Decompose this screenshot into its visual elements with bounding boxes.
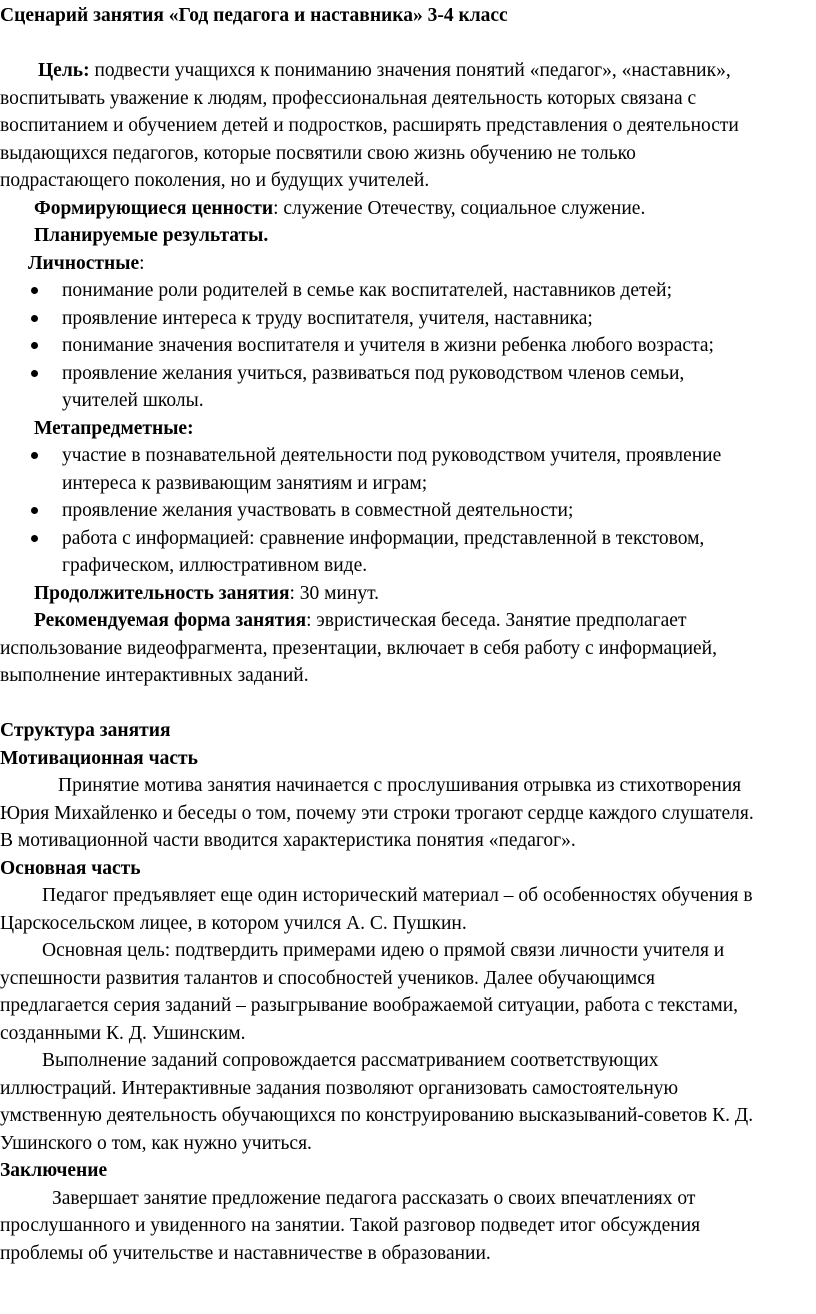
spacer [0, 690, 816, 718]
goal-text-line: подвести учащихся к пониманию значения понятий «педагог», «наставник», [89, 60, 731, 81]
list-item: проявление желания учиться, развиваться под руководством членов семьи, учителей школы. [0, 360, 816, 415]
meta-list [0, 442, 816, 580]
goal-text-line: воспитанием и обучением детей и подростков, расширять представления о деятельности [0, 115, 739, 136]
duration-text: : 30 минут. [289, 582, 380, 604]
form-text: : эвристическая беседа. Занятие предполагает [306, 610, 687, 631]
values-label: Формирующиеся ценности [34, 197, 274, 219]
duration-line [0, 580, 816, 608]
values-text: : служение Отечеству, социальное служение. [273, 197, 646, 219]
form-text-line: использование видеофрагмента, презентации, включает в себя работу с информацией, [0, 637, 717, 659]
results-heading: Планируемые результаты. [34, 225, 269, 246]
motivation-heading: Мотивационная часть [0, 747, 198, 769]
spacer [0, 30, 816, 58]
list-item: работа с информацией: сравнение информации, представленной в текстовом, графическом, иллюстративном виде. [0, 525, 816, 580]
goal-text-line: подрастающего поколения, но и будущих учителей. [0, 170, 430, 191]
goal-label: Цель: [38, 60, 90, 81]
list-item: проявление интереса к труду воспитателя, учителя, наставника; [0, 305, 816, 333]
document-title: Сценарий занятия «Год педагога и наставника» 3-4 класс [0, 5, 508, 26]
conclusion-heading: Заключение [0, 1160, 108, 1181]
list-item: понимание значения воспитателя и учителя в жизни ребенка любого возраста; [0, 332, 816, 360]
form-paragraph [0, 607, 816, 690]
goal-paragraph [0, 57, 816, 195]
structure-heading: Структура занятия [0, 720, 171, 741]
main-paragraph-3: Выполнение заданий сопровождается рассматриванием соответствующих иллюстраций. Интерактивные задания позволяют организовать самостоятельную умственную деятельность обучающихся по конструированию высказываний-советов К. Д. Ушинского о том, как нужно учиться. [0, 1050, 754, 1154]
list-item: участие в познавательной деятельности под руководством учителя, проявление интереса к развивающим занятиям и играм; [0, 442, 816, 497]
values-line [0, 195, 816, 223]
form-text-line: выполнение интерактивных заданий. [0, 665, 309, 686]
duration-label: Продолжительность занятия [34, 582, 290, 604]
goal-text-line: выдающихся педагогов, которые посвятили свою жизнь обучению не только [0, 142, 636, 164]
form-label: Рекомендуемая форма занятия [34, 610, 307, 631]
list-item: проявление желания участвовать в совместной деятельности; [0, 497, 816, 525]
main-paragraph-2: Основная цель: подтвердить примерами идею о прямой связи личности учителя и успешности развития талантов и способностей учеников. Далее обучающимся предлагается серия заданий – разыгрывание воображаемой ситуации, работа с текстами, созданными К. Д. Ушинским. [0, 940, 739, 1044]
personal-label: Личностные [28, 252, 140, 274]
personal-list [0, 277, 816, 415]
meta-heading: Метапредметные: [34, 417, 194, 439]
list-item: понимание роли родителей в семье как воспитателей, наставников детей; [0, 277, 816, 305]
main-paragraph-1: Педагог предъявляет еще один исторический материал – об особенностях обучения в Царскосельском лицее, в котором учился А. С. Пушкин. [0, 885, 753, 934]
conclusion-paragraph: Завершает занятие предложение педагога рассказать о своих впечатлениях от прослушанного и увиденного на занятии. Такой разговор подведет итог обсуждения проблемы об учительстве и наставничестве в образовании. [0, 1187, 701, 1264]
motivation-paragraph: Принятие мотива занятия начинается с прослушивания отрывка из стихотворения Юрия Михайленко и беседы о том, почему эти строки трогают сердце каждого слушателя. В мотивационной части вводится характеристика понятия «педагог». [0, 775, 754, 851]
personal-heading: Личностные: [28, 252, 145, 274]
goal-text-line: воспитывать уважение к людям, профессиональная деятельность которых связана с [0, 87, 697, 109]
main-heading: Основная часть [0, 857, 141, 879]
